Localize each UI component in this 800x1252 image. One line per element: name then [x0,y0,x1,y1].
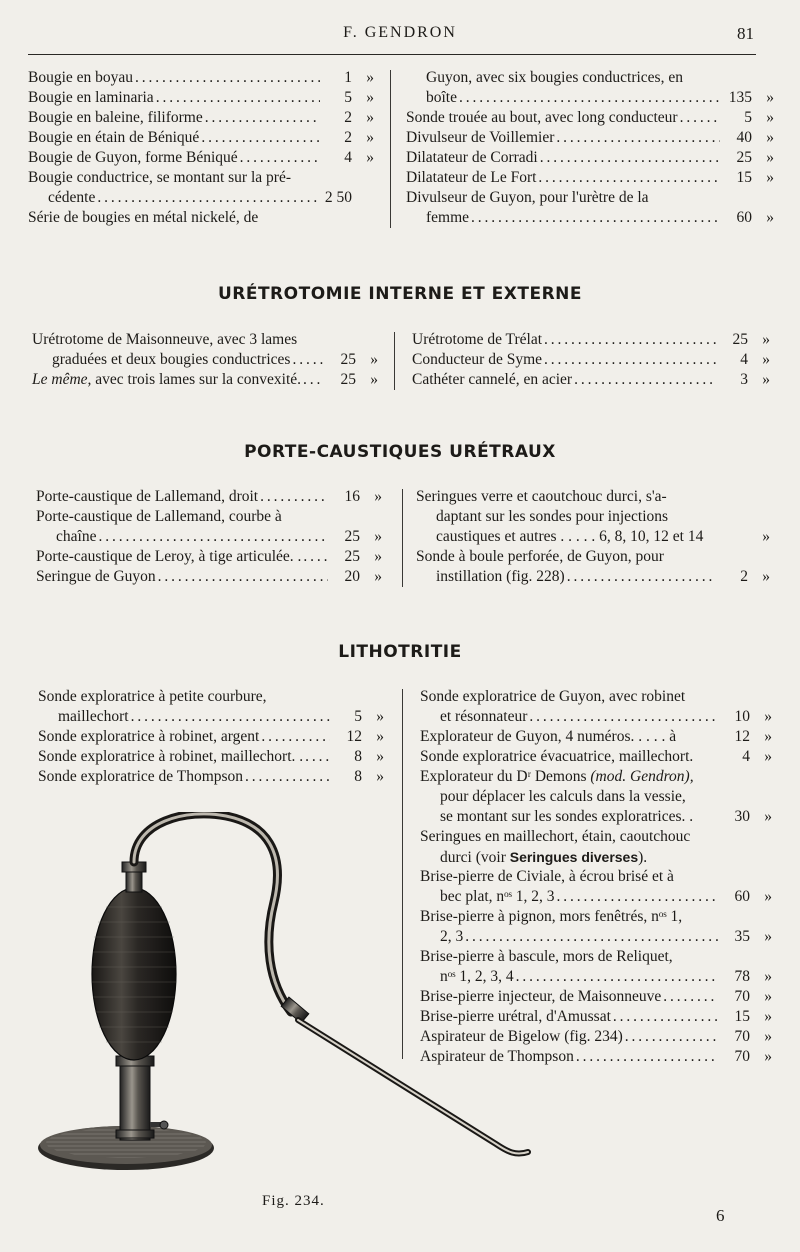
list-item: Dilatateur de Corradi . . . 25 » [406,148,774,168]
list-item: Urétrotome de Maisonneuve, avec 3 lames [32,331,298,348]
list-item: cédente . . . 2 50 [28,188,374,208]
list-item: 2, 3 . . . 35 » [420,927,772,947]
list-item: Seringues verre et caoutchouc durci, s'a- [416,488,667,505]
header-rule [28,54,756,55]
list-item: Sonde exploratrice de Thompson . . . 8 » [38,767,384,787]
list-item: Bougie en laminaria . . . 5 » [28,88,374,108]
list-item: Sonde exploratrice à petite courbure, [38,688,267,705]
porte-caustiques-right-column [416,487,770,587]
figure-caption: Fig. 234. [262,1193,325,1209]
list-item: Le même, avec trois lames sur la convexité. . . . 25 » [32,370,378,390]
uretrotomie-left-column [32,330,378,390]
column-divider [402,489,403,587]
list-item: caustiques et autres . . . . . 6, 8, 10, 12 et 14 » [436,528,770,545]
list-item: Bougie conductrice, se montant sur la pré- [28,169,291,186]
list-item: Porte-caustique de Lallemand, droit . . . 16 » [36,487,382,507]
bougies-left-column [28,68,374,228]
list-item: Sonde exploratrice à robinet, argent . . . 12 » [38,727,384,747]
list-item: Sonde à boule perforée, de Guyon, pour [416,548,664,565]
list-item: femme . . . 60 » [406,208,774,228]
list-item: Sonde trouée au bout, avec long conducteur . . . 5 » [406,108,774,128]
list-item: chaîne . . . 25 » [36,527,382,547]
list-item: et résonnateur . . . 10 » [420,707,772,727]
signature-mark: 6 [716,1206,725,1225]
list-item: Sonde exploratrice de Guyon, avec robinet [420,688,686,705]
list-item: nᵒˢ 1, 2, 3, 4 . . . 78 » [420,967,772,987]
list-item: durci (voir Seringues diverses). [440,849,648,866]
list-item: graduées et deux bougies conductrices . . . 25 » [32,350,378,370]
list-item: Conducteur de Syme . . . 4 » [412,350,770,370]
section-title-lithotritie: LITHOTRITIE [338,642,462,662]
list-item: Aspirateur de Bigelow (fig. 234) . . . 70 » [420,1027,772,1047]
page-header [0,24,800,48]
running-head: F. GENDRON [343,24,457,41]
list-item: Bougie de Guyon, forme Béniqué . . . 4 » [28,148,374,168]
list-item: Sonde exploratrice à robinet, maillechort. . . . . 8 » [38,747,384,767]
list-item: Bougie en baleine, filiforme . . . 2 » [28,108,374,128]
column-divider [394,332,395,390]
list-item: Brise-pierre de Civiale, à écrou brisé et à [420,868,674,885]
column-divider [390,70,391,228]
section-title-porte-caustiques: PORTE-CAUSTIQUES URÉTRAUX [244,442,556,462]
list-item: Brise-pierre injecteur, de Maisonneuve . . . 70 » [420,987,772,1007]
list-item: Explorateur du Dʳ Demons (mod. Gendron), [420,768,694,785]
list-item: bec plat, nᵒˢ 1, 2, 3 . . . 60 » [420,887,772,907]
section-title-uretrotomie: URÉTROTOMIE INTERNE ET EXTERNE [217,284,583,304]
list-item: Divulseur de Voillemier . . . 40 » [406,128,774,148]
porte-caustiques-left-column [36,487,382,587]
list-item: Sonde exploratrice évacuatrice, maillechort. 4 » [420,748,772,765]
page-number: 81 [737,24,754,43]
bougies-right-column [406,68,774,228]
list-item: Brise-pierre à pignon, mors fenêtrés, nᵒˢ 1, [420,908,683,925]
list-item: Urétrotome de Trélat . . . 25 » [412,330,770,350]
lithotritie-left-column [38,687,384,787]
list-item: boîte . . . 135 » [406,88,774,108]
aspirator-illustration [36,812,536,1182]
list-item: instillation (fig. 228) . . . 2 » [416,567,770,587]
list-item: se montant sur les sondes exploratrices. . 30 » [440,808,772,825]
list-item: Bougie en étain de Béniqué . . . 2 » [28,128,374,148]
uretrotomie-right-column [412,330,770,390]
list-item: Seringues en maillechort, étain, caoutchouc [420,828,691,845]
list-item: Aspirateur de Thompson . . . 70 » [420,1047,772,1067]
list-item: Dilatateur de Le Fort . . . 15 » [406,168,774,188]
list-item: Porte-caustique de Lallemand, courbe à [36,508,282,525]
list-item: maillechort . . . 5 » [38,707,384,727]
list-item: Guyon, avec six bougies conductrices, en [426,69,683,86]
list-item: Brise-pierre urétral, d'Amussat . . . 15 » [420,1007,772,1027]
list-item: Seringue de Guyon . . . 20 » [36,567,382,587]
list-item: pour déplacer les calculs dans la vessie, [440,788,686,805]
list-item: Série de bougies en métal nickelé, de [28,209,259,226]
list-item: Brise-pierre à bascule, mors de Reliquet, [420,948,673,965]
list-item: Divulseur de Guyon, pour l'urètre de la [406,189,649,206]
list-item: Cathéter cannelé, en acier . . . 3 » [412,370,770,390]
list-item: daptant sur les sondes pour injections [436,508,669,525]
list-item: Porte-caustique de Leroy, à tige articulée. . . . . 25 » [36,547,382,567]
list-item: Bougie en boyau . . . 1 » [28,68,374,88]
list-item: Explorateur de Guyon, 4 numéros. . . . . à 12 » [420,728,772,745]
